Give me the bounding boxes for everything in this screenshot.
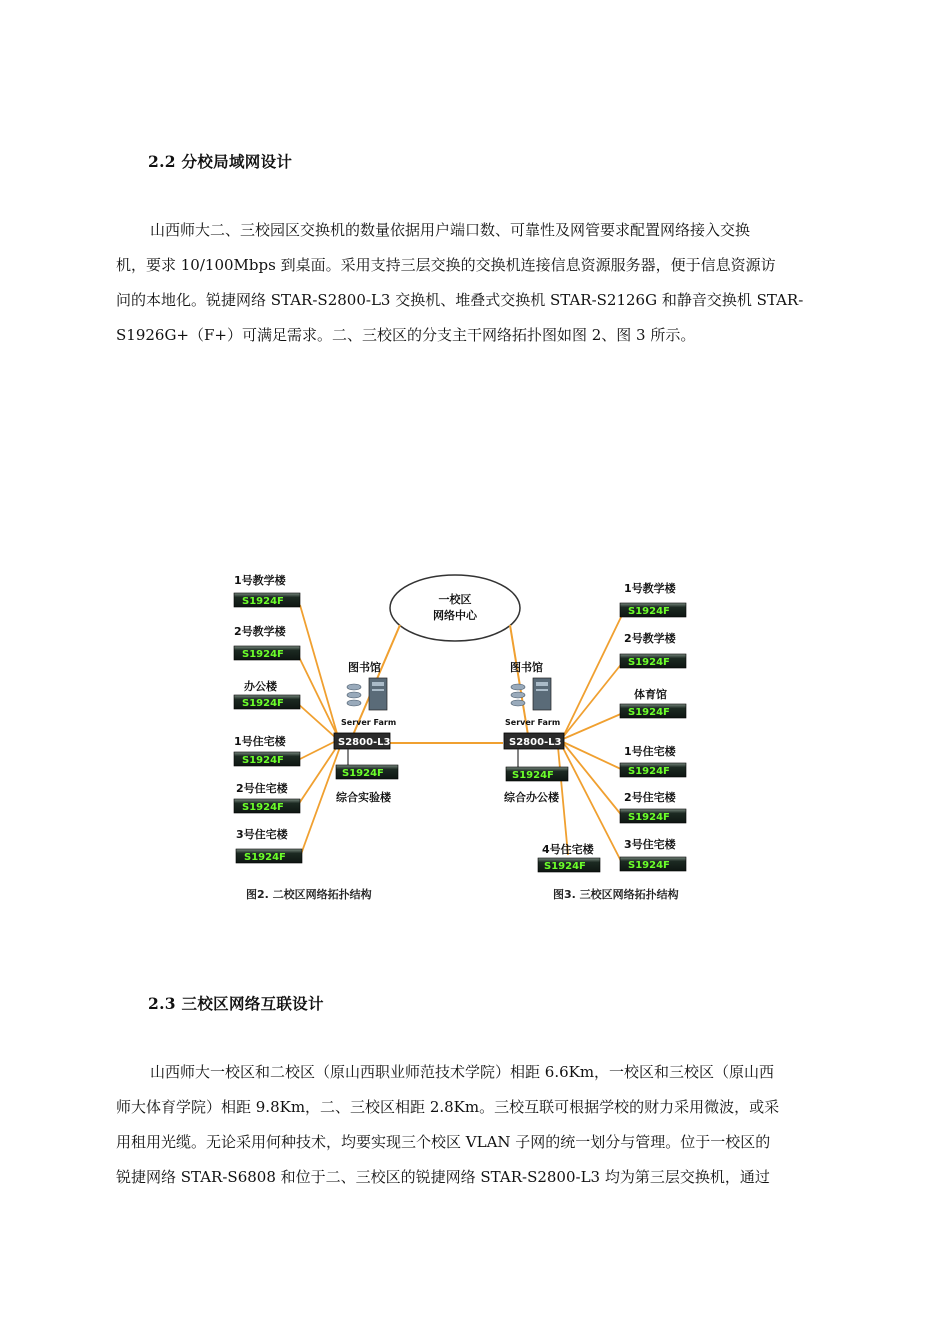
right-switch-4 <box>620 763 686 777</box>
figure-caption-left: 图2. 二校区网络拓扑结构 <box>246 888 372 901</box>
left-switch-3 <box>234 695 300 709</box>
left-switch-6 <box>236 849 302 863</box>
left-switch-5 <box>234 799 300 813</box>
svg-text:S1924F: S1924F <box>342 768 384 779</box>
svg-text:S2800-L3: S2800-L3 <box>509 737 562 748</box>
svg-text:S1924F: S1924F <box>244 852 286 863</box>
left-server-farm-label: Server Farm <box>341 718 397 727</box>
svg-text:S1924F: S1924F <box>628 812 670 823</box>
center-network-ellipse <box>390 575 520 641</box>
right-switch-5 <box>620 809 686 823</box>
svg-text:S1924F: S1924F <box>242 802 284 813</box>
right-office-switch <box>506 767 568 781</box>
left-building-label: 2号住宅楼 <box>236 782 288 795</box>
right-building-label: 体育馆 <box>634 688 667 701</box>
left-library-label: 图书馆 <box>348 661 381 674</box>
left-building-label: 1号住宅楼 <box>234 735 286 748</box>
paragraph-line: 山西师大一校区和二校区（原山西职业师范技术学院）相距 6.6Km，一校区和三校区（原山西 <box>150 1063 775 1081</box>
svg-text:S1924F: S1924F <box>242 698 284 709</box>
left-building-label: 办公楼 <box>244 680 277 693</box>
right-core-switch <box>504 733 564 749</box>
left-switch-2 <box>234 646 300 660</box>
right-building-label: 1号教学楼 <box>624 582 676 595</box>
right-switch-3 <box>620 704 686 718</box>
svg-text:S1924F: S1924F <box>544 861 586 872</box>
right-switch-extra <box>538 858 600 872</box>
paragraph-line: 锐捷网络 STAR-S6808 和位于二、三校区的锐捷网络 STAR-S2800-L3 均为第三层交换机，通过 <box>116 1168 770 1186</box>
center-label-line2: 网络中心 <box>433 609 477 622</box>
left-switch-4 <box>234 752 300 766</box>
right-building-label: 1号住宅楼 <box>624 745 676 758</box>
paragraph-interconnect-design <box>116 1055 834 1195</box>
right-switch-2 <box>620 654 686 668</box>
right-server-farm-icon <box>511 678 551 710</box>
paragraph-line: 山西师大二、三校园区交换机的数量依据用户端口数、可靠性及网管要求配置网络接入交换 <box>150 221 751 239</box>
left-lab-switch <box>336 765 398 779</box>
right-building-label: 2号教学楼 <box>624 632 676 645</box>
figure-caption-right: 图3. 三校区网络拓扑结构 <box>553 888 679 901</box>
right-building-label: 3号住宅楼 <box>624 838 676 851</box>
left-server-farm-icon <box>347 678 387 710</box>
left-building-label: 1号教学楼 <box>234 574 286 587</box>
paragraph-line: S1926G+（F+）可满足需求。二、三校区的分支主干网络拓扑图如图 2、图 3 所示。 <box>116 326 696 344</box>
right-switch-6 <box>620 857 686 871</box>
left-core-switch <box>334 733 391 749</box>
right-building-label: 2号住宅楼 <box>624 791 676 804</box>
svg-text:S1924F: S1924F <box>242 755 284 766</box>
right-library-label: 图书馆 <box>510 661 543 674</box>
left-switch-1 <box>234 593 300 607</box>
svg-text:S2800-L3: S2800-L3 <box>338 737 391 748</box>
left-building-label: 3号住宅楼 <box>236 828 288 841</box>
left-lab-label: 综合实验楼 <box>336 791 391 804</box>
svg-text:S1924F: S1924F <box>628 766 670 777</box>
right-switch-1 <box>620 603 686 617</box>
right-server-farm-label: Server Farm <box>505 718 561 727</box>
right-building-label-extra: 4号住宅楼 <box>542 843 594 856</box>
center-label-line1: 一校区 <box>438 593 472 606</box>
network-topology-figure <box>228 565 698 910</box>
left-building-label: 2号教学楼 <box>234 625 286 638</box>
svg-text:S1924F: S1924F <box>628 707 670 718</box>
paragraph-line: 问的本地化。锐捷网络 STAR-S2800-L3 交换机、堆叠式交换机 STAR-S2126G 和静音交换机 STAR- <box>116 291 804 309</box>
svg-text:S1924F: S1924F <box>628 606 670 617</box>
svg-text:S1924F: S1924F <box>628 860 670 871</box>
left-links <box>296 605 340 857</box>
svg-text:S1924F: S1924F <box>628 657 670 668</box>
section-heading-2-3: 2.3 三校区网络互联设计 <box>148 994 324 1013</box>
section-heading-2-2: 2.2 分校局域网设计 <box>148 152 293 171</box>
right-links <box>558 613 623 865</box>
svg-text:S1924F: S1924F <box>242 649 284 660</box>
paragraph-line: 机，要求 10/100Mbps 到桌面。采用支持三层交换的交换机连接信息资源服务器，便于信息资源访 <box>116 256 776 274</box>
svg-text:S1924F: S1924F <box>512 770 554 781</box>
svg-text:S1924F: S1924F <box>242 596 284 607</box>
paragraph-line: 用租用光缆。无论采用何种技术，均要实现三个校区 VLAN 子网的统一划分与管理。位于一校区的 <box>116 1133 771 1151</box>
paragraph-lan-design <box>116 213 834 353</box>
right-office-label: 综合办公楼 <box>504 791 559 804</box>
paragraph-line: 师大体育学院）相距 9.8Km，二、三校区相距 2.8Km。三校互联可根据学校的财力采用微波，或采 <box>116 1098 780 1116</box>
